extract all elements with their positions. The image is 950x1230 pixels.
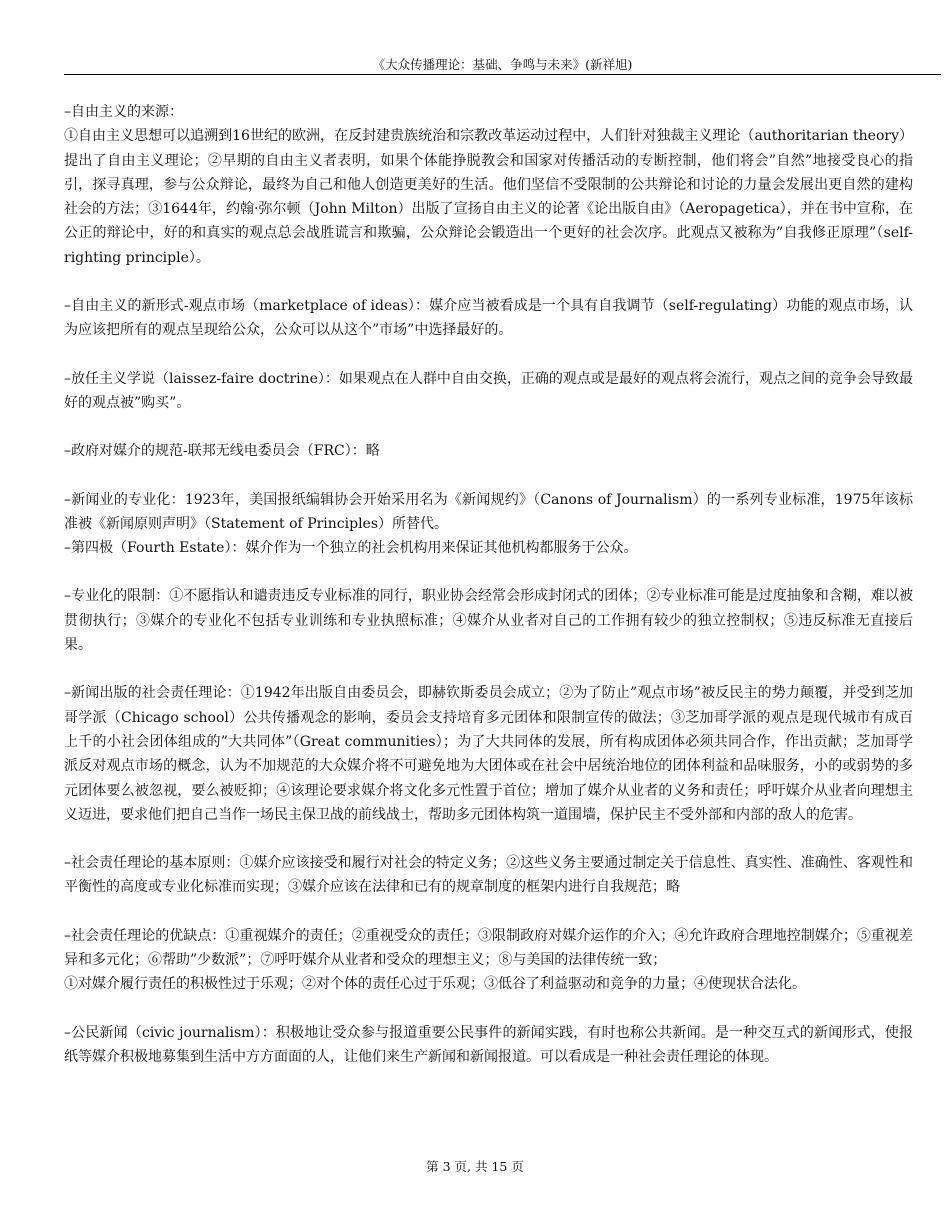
paragraph-cons: ①对媒介履行责任的积极性过于乐观；②对个体的责任心过于乐观；③低谷了利益驱动和竞争的力量；④使现状合法化。 <box>64 976 806 993</box>
page-header: 《大众传播理论：基础、争鸣与未来》(新祥旭) <box>372 57 633 72</box>
section-heading-liberalism-origins: –自由主义的来源： <box>64 104 183 120</box>
header-divider <box>64 74 941 75</box>
document-body <box>64 100 913 1069</box>
paragraph-professionalization-limits: –专业化的限制：①不愿指认和谴责违反专业标准的同行，职业协会经常会形成封闭式的团体；②专业标准可能是过度抽象和含糊，难以被贯彻执行；③媒介的专业化不包括专业训练和专业执照标准；④媒介从业者对自己的工作拥有较少的独立控制权；⑤违反标准无直接后果。 <box>64 588 913 654</box>
paragraph-pros: –社会责任理论的优缺点：①重视媒介的责任；②重视受众的责任；③限制政府对媒介运作的介入；④允许政府合理地控制媒介；⑤重视差异和多元化；⑥帮助”少数派”；⑦呼吁媒介从业者和受众的理想主义；⑧与美国的法律传统一致； <box>64 927 913 969</box>
paragraph-frc: –政府对媒介的规范-联邦无线电委员会（FRC）：略 <box>64 443 380 460</box>
paragraph-laissez-faire: –放任主义学说（laissez-faire doctrine）：如果观点在人群中自由交换，正确的观点或是最好的观点将会流行，观点之间的竞争会导致最好的观点被”购买”。 <box>64 370 913 411</box>
paragraph-professionalization: –新闻业的专业化：1923年，美国报纸编辑协会开始采用名为《新闻规约》（Canons of Journalism）的一系列专业标准，1975年该标准被《新闻原则声明》（Statement of Principles）所替代。 <box>64 491 913 532</box>
paragraph-liberalism-origins: ①自由主义思想可以追溯到16世纪的欧洲，在反封建贵族统治和宗教改革运动过程中，人们针对独裁主义理论（authoritarian theory）提出了自由主义理论；②早期的自由主义者表明，如果个体能挣脱教会和国家对传播活动的专断控制，他们将会”自然”地接受良心的指引，探寻真理，参与公众辩论，最终为自己和他人创造更美好的生活。他们坚信不受限制的公共辩论和讨论的力量会发展出更自然的建构社会的方法；③1644年，约翰·弥尔顿（John Milton）出版了宣扬自由主义的论著《论出版自由》（Aeropagetica），并在书中宣称，在公正的辩论中，好的和真实的观点总会战胜谎言和欺骗，公众辩论会锻造出一个更好的社会次序。此观点又被称为”自我修正原理”（self-righting principle）。 <box>64 128 913 266</box>
paragraph-marketplace-of-ideas: –自由主义的新形式-观点市场（marketplace of ideas）：媒介应当被看成是一个具有自我调节（self-regulating）功能的观点市场，认为应该把所有的观点呈现给公众，公众可以从这个”市场”中选择最好的。 <box>64 298 913 339</box>
paragraph-basic-principles: –社会责任理论的基本原则：①媒介应该接受和履行对社会的特定义务；②这些义务主要通过制定关于信息性、真实性、准确性、客观性和平衡性的高度或专业化标准而实现；③媒介应该在法律和已有的规章制度的框架内进行自我规范；略 <box>64 855 913 896</box>
paragraph-civic-journalism: –公民新闻（civic journalism）：积极地让受众参与报道重要公民事件的新闻实践，有时也称公共新闻。是一种交互式的新闻形式，使报纸等媒介积极地募集到生活中方方面面的人，让他们来生产新闻和新闻报道。可以看成是一种社会责任理论的体现。 <box>64 1024 913 1065</box>
paragraph-social-responsibility-theory: –新闻出版的社会责任理论：①1942年出版自由委员会，即赫钦斯委员会成立；②为了防止”观点市场”被反民主的势力颠覆，并受到芝加哥学派（Chicago school）公共传播观念的影响，委员会支持培育多元团体和限制宣传的做法；③芝加哥学派的观点是现代城市有成百上千的小社会团体组成的”大共同体”（Great communities）；为了大共同体的发展，所有构成团体必须共同合作，作出贡献；芝加哥学派反对观点市场的概念，认为不加规范的大众媒介将不可避免地为大团体或在社会中居统治地位的团体利益和品味服务，小的或弱势的多元团体要么被忽视，要么被贬抑；④该理论要求媒介将文化多元性置于首位；增加了媒介从业者的义务和责任；呼吁媒介从业者向理想主义迈进，要求他们把自己当作一场民主保卫战的前线战士，帮助多元团体构筑一道围墙，保护民主不受外部和内部的敌人的危害。 <box>64 685 913 823</box>
page-number: 第 3 页, 共 15 页 <box>426 1159 524 1174</box>
paragraph-fourth-estate: –第四极（Fourth Estate）：媒介作为一个独立的社会机构用来保证其他机构都服务于公众。 <box>64 540 638 557</box>
